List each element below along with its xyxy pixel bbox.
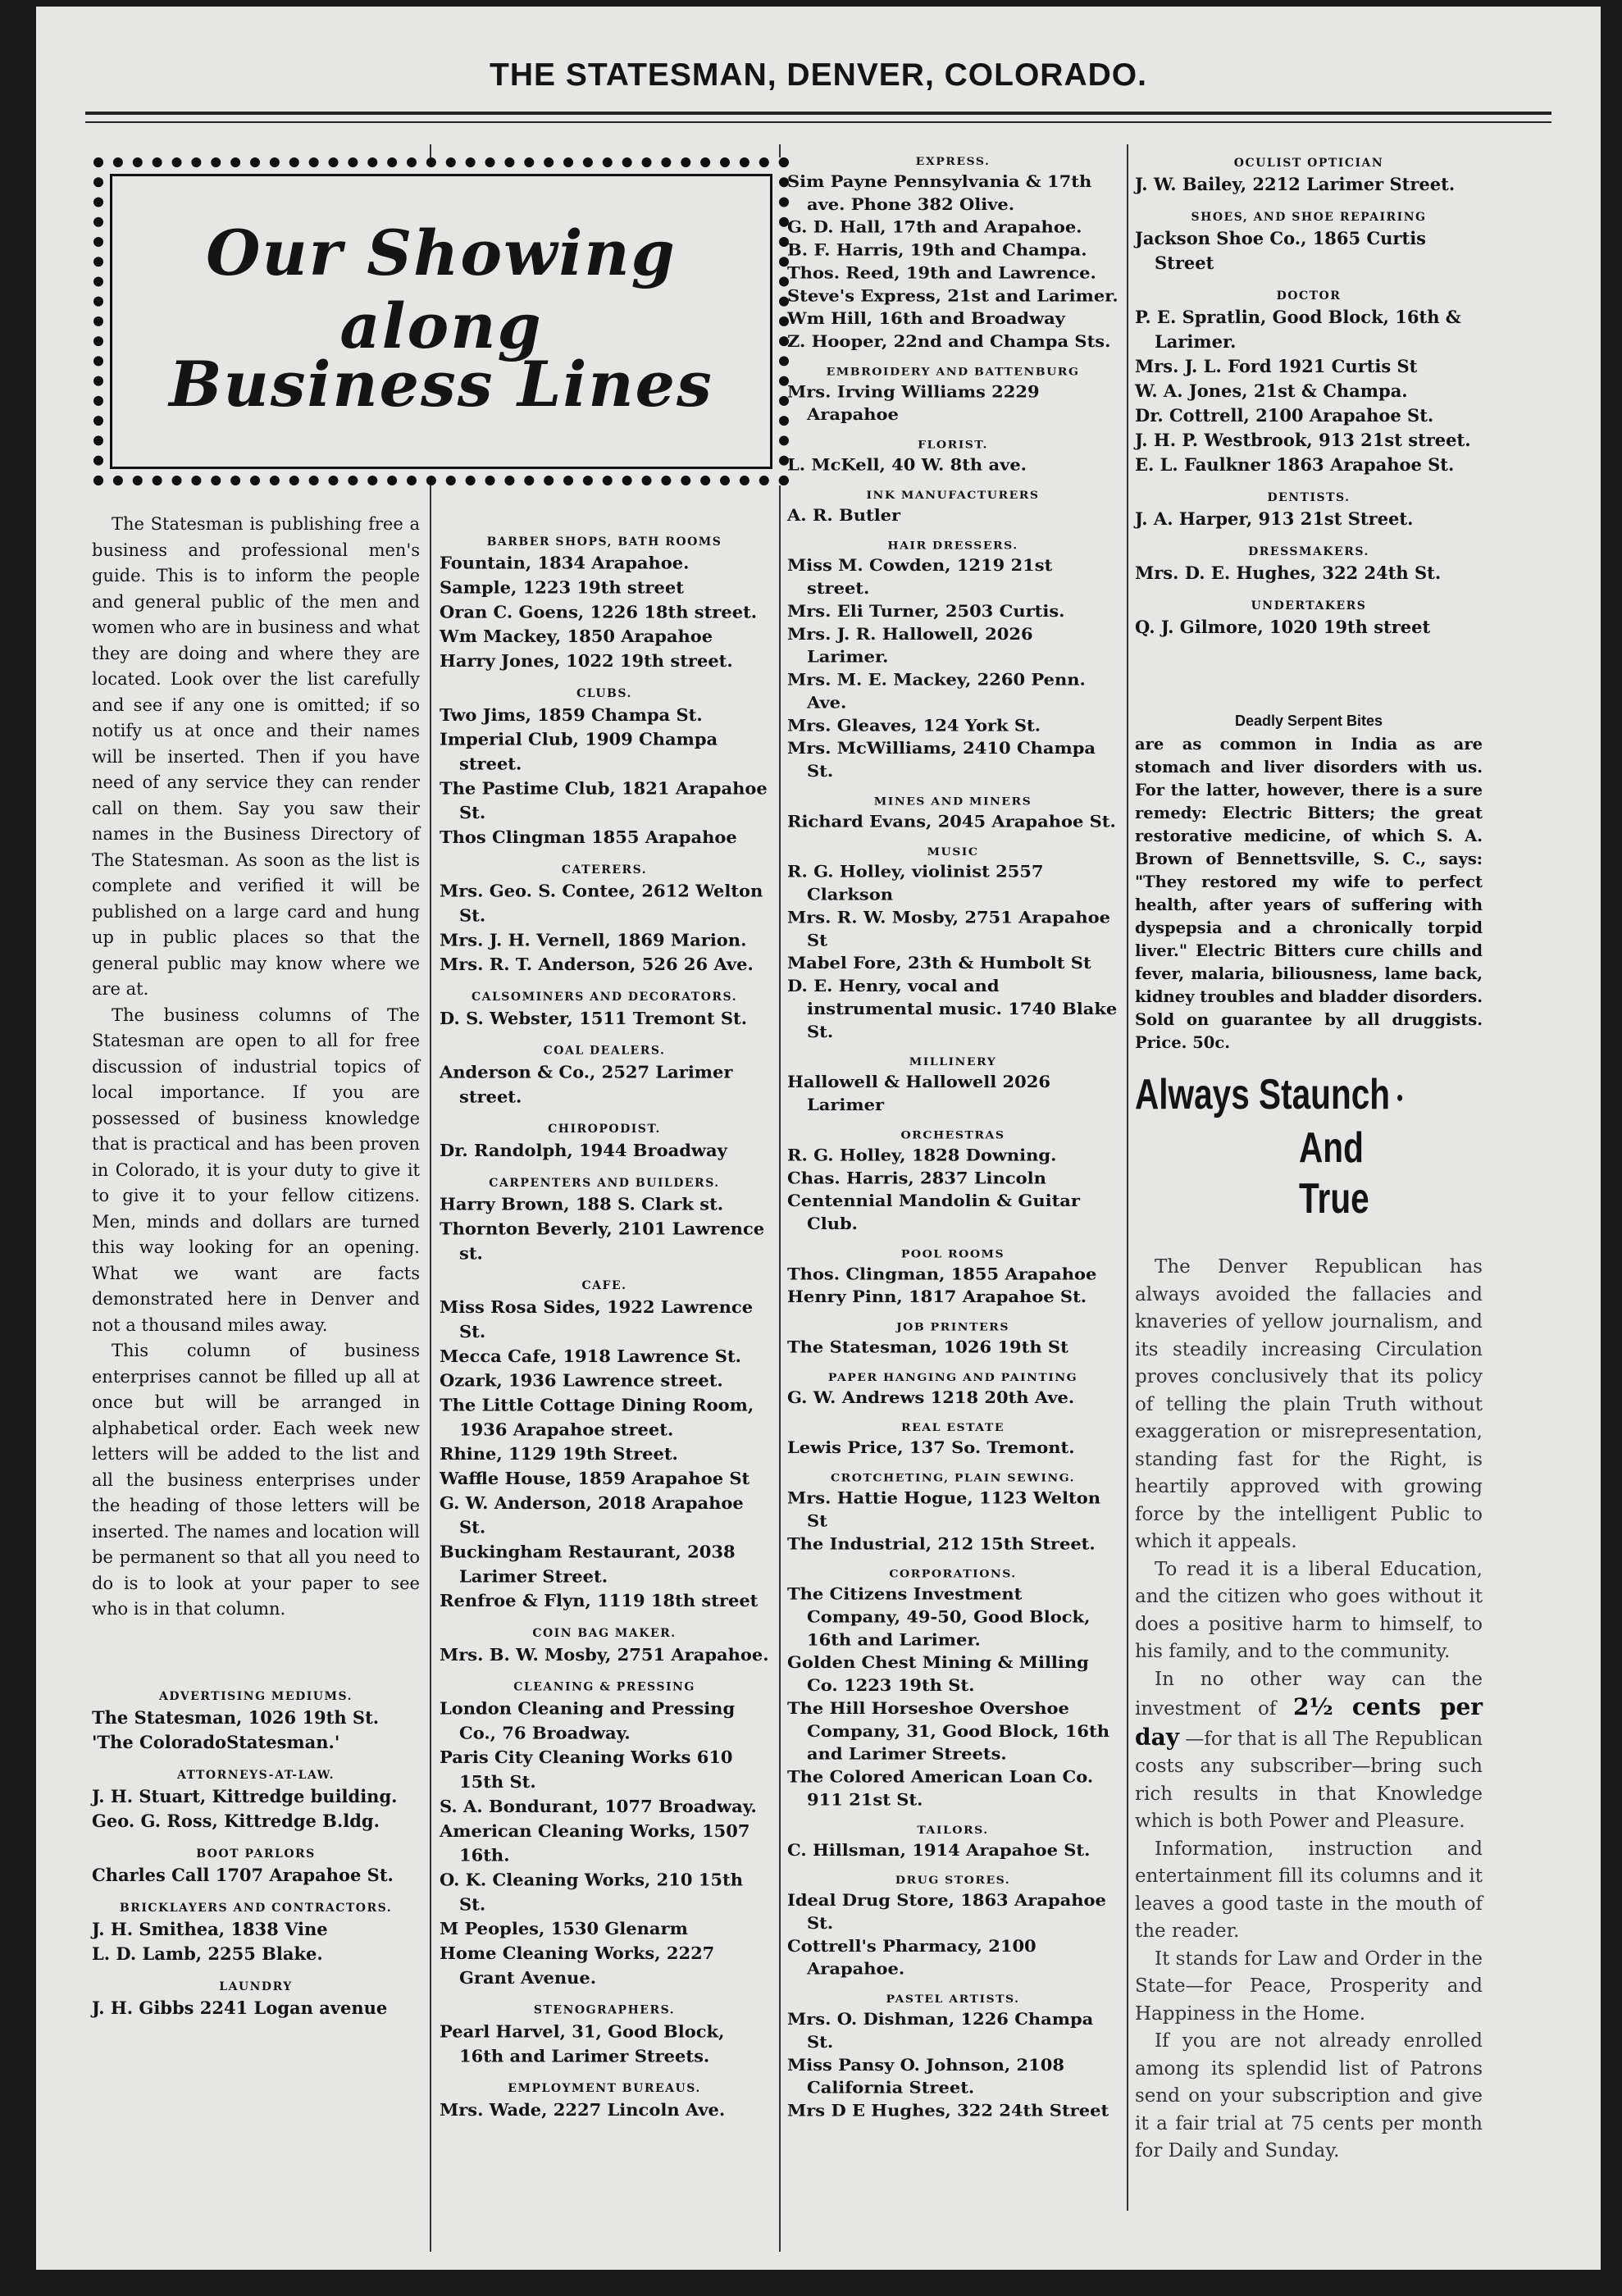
directory-column-3 [787, 143, 1119, 2122]
directory-column-1 [92, 1676, 420, 2020]
directory-entry: Thornton Beverly, 2101 Lawrence st. [440, 1218, 765, 1264]
category-heading: EMBROIDERY AND BATTENBURG [826, 366, 1080, 379]
directory-entry: Jackson Shoe Co., 1865 Curtis Street [1135, 228, 1426, 273]
republican-paragraph: The Denver Republican has always avoided the fallacies and knaveries of yellow journalism, and its steadily increasing Circulation proves conclusively that its policy of telling the plain Truth without exaggeration or misrepresentation, standing fast for the Right, is heartily approved with growing force by the intelligent Public to which it appeals. [1135, 1256, 1483, 1553]
ornament-icon: ● [1396, 1089, 1404, 1106]
directory-entry: Mabel Fore, 23th & Humbolt St [787, 953, 1091, 973]
intro-paragraph: This column of business enterprises cannot be filled up all at once but will be arranged in alphabetical order. Each week new letters will be added to the list and all the business enterprises under the heading of those letters will be inserted. The names and location will be permanent so that all you need to do is to look at your paper to see who is in that column. [92, 1341, 420, 1619]
republican-headline-1: Always Staunch ● [1135, 1069, 1406, 1123]
directory-entry: Mrs. Wade, 2227 Lincoln Ave. [440, 2099, 726, 2121]
directory-entry: Wm Mackey, 1850 Arapahoe [440, 626, 713, 647]
category-heading: CORPORATIONS. [889, 1568, 1017, 1581]
directory-entry: Centennial Mandolin & Guitar Club. [787, 1191, 1080, 1233]
directory-entry: D. S. Webster, 1511 Tremont St. [440, 1007, 748, 1028]
directory-entry: Ozark, 1936 Lawrence street. [440, 1369, 723, 1391]
directory-entry: A. R. Butler [787, 505, 901, 525]
directory-entry: Steve's Express, 21st and Larimer. [787, 285, 1119, 305]
directory-entry: J. H. Smithea, 1838 Vine [92, 1919, 328, 1939]
directory-entry: Henry Pinn, 1817 Arapahoe St. [787, 1287, 1087, 1306]
republican-ad [1135, 1069, 1483, 2166]
category-heading: CHIROPODIST. [548, 1123, 661, 1137]
directory-entry: L. D. Lamb, 2255 Blake. [92, 1943, 323, 1964]
category-heading: BARBER SHOPS, BATH ROOMS [486, 535, 722, 549]
category-heading: STENOGRAPHERS. [533, 2003, 676, 2017]
serpent-bites-heading: Deadly Serpent Bites [1234, 713, 1383, 729]
directory-entry: W. A. Jones, 21st & Champa. [1135, 380, 1408, 401]
directory-entry: B. F. Harris, 19th and Champa. [787, 239, 1087, 260]
directory-entry: Buckingham Restaurant, 2038 Larimer Street. [440, 1541, 736, 1587]
republican-paragraph: Information, instruction and entertainment fill its columns and it leaves a good taste in the mouth of the reader. [1135, 1838, 1483, 1943]
category-heading: DOCTOR [1276, 289, 1342, 303]
business-lines-banner [93, 157, 789, 485]
category-heading: REAL ESTATE [900, 1422, 1005, 1434]
category-heading: MINES AND MINERS [873, 795, 1032, 809]
category-heading: SHOES, AND SHOE REPAIRING [1191, 211, 1427, 224]
directory-entry: Mrs D E Hughes, 322 24th Street [787, 2100, 1109, 2121]
directory-entry: London Cleaning and Pressing Co., 76 Broadway. [440, 1697, 736, 1743]
directory-entry: Mrs. Gleaves, 124 York St. [787, 715, 1041, 735]
directory-entry: Miss M. Cowden, 1219 21st street. [787, 555, 1053, 598]
directory-entry: E. L. Faulkner 1863 Arapahoe St. [1135, 454, 1455, 475]
directory-entry: G. W. Andrews 1218 20th Ave. [787, 1387, 1075, 1407]
republican-paragraph: To read it is a liberal Education, and the citizen who goes without it does a positive harm to himself, to his family, and to the community. [1135, 1558, 1483, 1663]
category-heading: JOB PRINTERS [896, 1321, 1009, 1334]
category-heading: DRUG STORES. [895, 1875, 1011, 1887]
category-heading: COAL DEALERS. [543, 1044, 666, 1058]
republican-paragraph: It stands for Law and Order in the State—for Peace, Prosperity and Happiness in the Home. [1135, 1947, 1483, 2025]
directory-entry: Anderson & Co., 2527 Larimer street. [440, 1061, 733, 1107]
directory-entry: O. K. Cleaning Works, 210 15th St. [440, 1869, 744, 1915]
directory-entry: Two Jims, 1859 Champa St. [440, 704, 703, 725]
directory-entry: Mrs. M. E. Mackey, 2260 Penn. Ave. [787, 669, 1086, 713]
directory-entry: The Industrial, 212 15th Street. [787, 1533, 1096, 1553]
directory-entry: Mecca Cafe, 1918 Lawrence St. [440, 1345, 741, 1366]
directory-entry: Mrs. J. H. Vernell, 1869 Marion. [440, 929, 747, 950]
directory-entry: Z. Hooper, 22nd and Champa Sts. [787, 331, 1111, 351]
category-heading: CROTCHETING, PLAIN SEWING. [830, 1472, 1076, 1485]
category-heading: EMPLOYMENT BUREAUS. [508, 2082, 701, 2096]
masthead: THE STATESMAN, DENVER, COLORADO. [490, 57, 1147, 93]
category-heading: POOL ROOMS [900, 1248, 1005, 1261]
directory-entry: Pearl Harvel, 31, Good Block, 16th and Larimer Streets. [440, 2020, 725, 2066]
intro-article [92, 512, 420, 1623]
directory-entry: Mrs. R. W. Mosby, 2751 Arapahoe St [787, 907, 1110, 950]
directory-entry: Mrs. D. E. Hughes, 322 24th St. [1135, 563, 1442, 583]
directory-entry: Harry Brown, 188 S. Clark st. [440, 1193, 724, 1214]
intro-paragraph: The Statesman is publishing free a business and professional men's guide. This is to inform the people and general public of the men and women who are in business and what they are doing and where they are located. Look over the list carefully and see if any one is omitted; if so notify us at once and their names will be inserted. Then if you have need of any service they can render call on them. Say you saw their names in the Business Directory of The Statesman. As soon as the list is complete and verified it will be published on a large card and hung up in public places so that the general public may know where we are at. [92, 514, 420, 999]
directory-entry: The Statesman, 1026 19th St [787, 1337, 1068, 1357]
intro-paragraph: The business columns of The Statesman are open to all for free discussion of industrial topics of local importance. If you are possessed of business knowledge that is practical and has been proven in Colorado, it is your duty to give it to give it to your fellow citizens. Men, minds and dollars are turned this way looking for an opening. What we want are facts demonstrated here in Denver and not a thousand miles away. [92, 1004, 420, 1335]
directory-entry: Mrs. Geo. S. Contee, 2612 Welton St. [440, 880, 763, 926]
republican-text [1135, 1254, 1483, 2166]
directory-entry: Renfroe & Flyn, 1119 18th street [440, 1590, 759, 1611]
category-heading: COIN BAG MAKER. [532, 1627, 677, 1641]
category-heading: LAUNDRY [219, 1980, 293, 1993]
serpent-bites-text: are as common in India as are stomach and liver disorders with us. For the latter, however, there is a sure remedy: Electric Bitters; the great restorative medicine, of which S. A. Brown of Bennettsville, S. C., says: "They restored my wife to perfect health, after years of suffering with dyspepsia and a chronically torpid liver." Electric Bitters cure chills and fever, malaria, biliousness, lame back, kidney troubles and bladder disorders. Sold on guarantee by all druggists. Price. 50c. [1135, 735, 1483, 1052]
category-heading: EXPRESS. [915, 155, 991, 168]
directory-column-4 [1135, 143, 1483, 640]
directory-entry: The Statesman, 1026 19th St. [92, 1707, 380, 1728]
directory-entry: Imperial Club, 1909 Champa street. [440, 728, 718, 774]
directory-entry: The Little Cottage Dining Room, 1936 Arapahoe street. [440, 1394, 754, 1440]
directory-entry: Mrs. B. W. Mosby, 2751 Arapahoe. [440, 1643, 769, 1665]
directory-entry: Home Cleaning Works, 2227 Grant Avenue. [440, 1943, 715, 1988]
directory-entry: Fountain, 1834 Arapahoe. [440, 552, 690, 573]
directory-entry: Thos. Reed, 19th and Lawrence. [787, 262, 1096, 283]
category-heading: PAPER HANGING AND PAINTING [827, 1371, 1078, 1384]
category-heading: TAILORS. [917, 1824, 989, 1837]
directory-entry: Harry Jones, 1022 19th street. [440, 650, 733, 672]
directory-entry: Chas. Harris, 2837 Lincoln [787, 1168, 1046, 1187]
directory-entry: Wm Hill, 16th and Broadway [787, 308, 1065, 328]
banner-title-line2: Business Lines [169, 348, 713, 421]
category-heading: MILLINERY [909, 1056, 997, 1068]
directory-entry: Dr. Randolph, 1944 Broadway [440, 1140, 727, 1161]
directory-entry: J. A. Harper, 913 21st Street. [1135, 508, 1414, 529]
directory-entry: The Hill Horseshoe Overshoe Company, 31, Good Block, 16th and Larimer Streets. [787, 1698, 1109, 1764]
directory-entry: G. D. Hall, 17th and Arapahoe. [787, 217, 1082, 237]
serpent-bites-article [1135, 708, 1483, 1055]
directory-entry: The Citizens Investment Company, 49-50, Good Block, 16th and Larimer. [787, 1584, 1091, 1649]
category-heading: CLUBS. [576, 686, 632, 700]
directory-entry: Mrs. Eli Turner, 2503 Curtis. [787, 601, 1065, 621]
column-divider [1127, 144, 1128, 2211]
directory-entry: Mrs. J. L. Ford 1921 Curtis St [1135, 356, 1418, 376]
directory-entry: Sim Payne Pennsylvania & 17th ave. Phone 382 Olive. [787, 171, 1092, 214]
category-heading: ORCHESTRAS [900, 1129, 1005, 1142]
directory-entry: American Cleaning Works, 1507 16th. [440, 1820, 750, 1866]
directory-entry: Waffle House, 1859 Arapahoe St [440, 1468, 750, 1488]
directory-entry: D. E. Henry, vocal and instrumental music. 1740 Blake St. [787, 976, 1118, 1041]
directory-entry: Oran C. Goens, 1226 18th street. [440, 601, 758, 622]
category-heading: BOOT PARLORS [196, 1847, 316, 1861]
directory-entry: Miss Pansy O. Johnson, 2108 California Street. [787, 2055, 1064, 2098]
category-heading: BRICKLAYERS AND CONTRACTORS. [119, 1902, 393, 1915]
banner-title-line1: Our Showing along [206, 216, 677, 362]
directory-entry: Hallowell & Hallowell 2026 Larimer [787, 1072, 1050, 1114]
directory-entry: R. G. Holley, violinist 2557 Clarkson [787, 862, 1044, 904]
price-highlight: 2½ cents per day [1135, 1693, 1483, 1751]
category-heading: DRESSMAKERS. [1248, 545, 1369, 558]
republican-headline-2: And True [1299, 1124, 1369, 1223]
directory-entry: J. H. P. Westbrook, 913 21st street. [1135, 430, 1471, 450]
directory-entry: Charles Call 1707 Arapahoe St. [92, 1865, 394, 1885]
directory-entry: Mrs. R. T. Anderson, 526 26 Ave. [440, 954, 754, 975]
category-heading: FLORIST. [918, 439, 988, 452]
category-heading: CLEANING & PRESSING [513, 1680, 695, 1694]
directory-entry: L. McKell, 40 W. 8th ave. [787, 454, 1027, 475]
category-heading: ATTORNEYS-AT-LAW. [176, 1769, 335, 1782]
directory-entry: Mrs. J. R. Hallowell, 2026 Larimer. [787, 624, 1033, 667]
directory-entry: J. H. Gibbs 2241 Logan avenue [92, 1998, 388, 2018]
category-heading: CAFE. [581, 1279, 627, 1293]
directory-entry: Mrs. O. Dishman, 1226 Champa St. [787, 2009, 1094, 2052]
directory-entry: Ideal Drug Store, 1863 Arapahoe St. [787, 1890, 1106, 1933]
directory-entry: M Peoples, 1530 Glenarm [440, 1918, 688, 1939]
category-heading: DENTISTS. [1267, 491, 1351, 504]
directory-entry: Richard Evans, 2045 Arapahoe St. [787, 811, 1116, 831]
category-heading: PASTEL ARTISTS. [886, 1993, 1020, 2006]
directory-entry: Cottrell's Pharmacy, 2100 Arapahoe. [787, 1936, 1037, 1979]
directory-entry: 'The ColoradoStatesman.' [92, 1732, 340, 1752]
directory-entry: Mrs. Hattie Hogue, 1123 Welton St [787, 1487, 1100, 1531]
newspaper-page [36, 7, 1601, 2270]
republican-paragraph: In no other way can the investment of 2½ cents per day —for that is all The Republican costs any subscriber—bring such rich results in that Knowledge which is both Power and Pleasure. [1135, 1668, 1483, 1833]
masthead-rule [85, 112, 1551, 115]
directory-entry: R. G. Holley, 1828 Downing. [787, 1145, 1057, 1165]
republican-paragraph: If you are not already enrolled among its splendid list of Patrons send on your subscription and give it a fair trial at 75 cents per month for Daily and Sunday. [1135, 2030, 1483, 2162]
category-heading: HAIR DRESSERS. [887, 540, 1018, 552]
directory-entry: G. W. Anderson, 2018 Arapahoe St. [440, 1492, 744, 1538]
directory-entry: Q. J. Gilmore, 1020 19th street [1135, 617, 1431, 637]
directory-entry: Paris City Cleaning Works 610 15th St. [440, 1747, 733, 1793]
directory-entry: Thos Clingman 1855 Arapahoe [440, 827, 737, 847]
category-heading: CALSOMINERS AND DECORATORS. [471, 991, 738, 1004]
category-heading: ADVERTISING MEDIUMS. [159, 1690, 353, 1703]
category-heading: UNDERTAKERS [1251, 599, 1367, 613]
masthead-rule-thin [85, 121, 1551, 123]
directory-entry: Dr. Cottrell, 2100 Arapahoe St. [1135, 405, 1434, 426]
category-heading: INK MANUFACTURERS [866, 489, 1040, 502]
directory-entry: The Colored American Loan Co. 911 21st St. [787, 1767, 1094, 1810]
directory-entry: Sample, 1223 19th street [440, 576, 684, 598]
directory-entry: Miss Rosa Sides, 1922 Lawrence St. [440, 1296, 754, 1342]
directory-entry: C. Hillsman, 1914 Arapahoe St. [787, 1840, 1091, 1860]
category-heading: CARPENTERS AND BUILDERS. [489, 1176, 720, 1190]
directory-entry: Rhine, 1129 19th Street. [440, 1443, 678, 1465]
directory-entry: Mrs. Irving Williams 2229 Arapahoe [787, 381, 1040, 424]
directory-entry: P. E. Spratlin, Good Block, 16th & Larimer. [1135, 307, 1461, 352]
category-heading: MUSIC [927, 845, 979, 859]
directory-column-2 [440, 522, 769, 2122]
category-heading: CATERERS. [561, 863, 648, 877]
directory-entry: Thos. Clingman, 1855 Arapahoe [787, 1264, 1097, 1283]
directory-entry: Geo. G. Ross, Kittredge B.ldg. [92, 1811, 380, 1831]
directory-entry: Lewis Price, 137 So. Tremont. [787, 1437, 1075, 1457]
directory-entry: J. W. Bailey, 2212 Larimer Street. [1135, 174, 1456, 194]
category-heading: OCULIST OPTICIAN [1233, 157, 1384, 170]
directory-entry: J. H. Stuart, Kittredge building. [92, 1786, 398, 1806]
directory-entry: S. A. Bondurant, 1077 Broadway. [440, 1796, 757, 1816]
directory-entry: The Pastime Club, 1821 Arapahoe St. [440, 777, 768, 823]
directory-entry: Mrs. McWilliams, 2410 Champa St. [787, 738, 1096, 781]
directory-entry: Golden Chest Mining & Milling Co. 1223 19th St. [787, 1652, 1089, 1695]
